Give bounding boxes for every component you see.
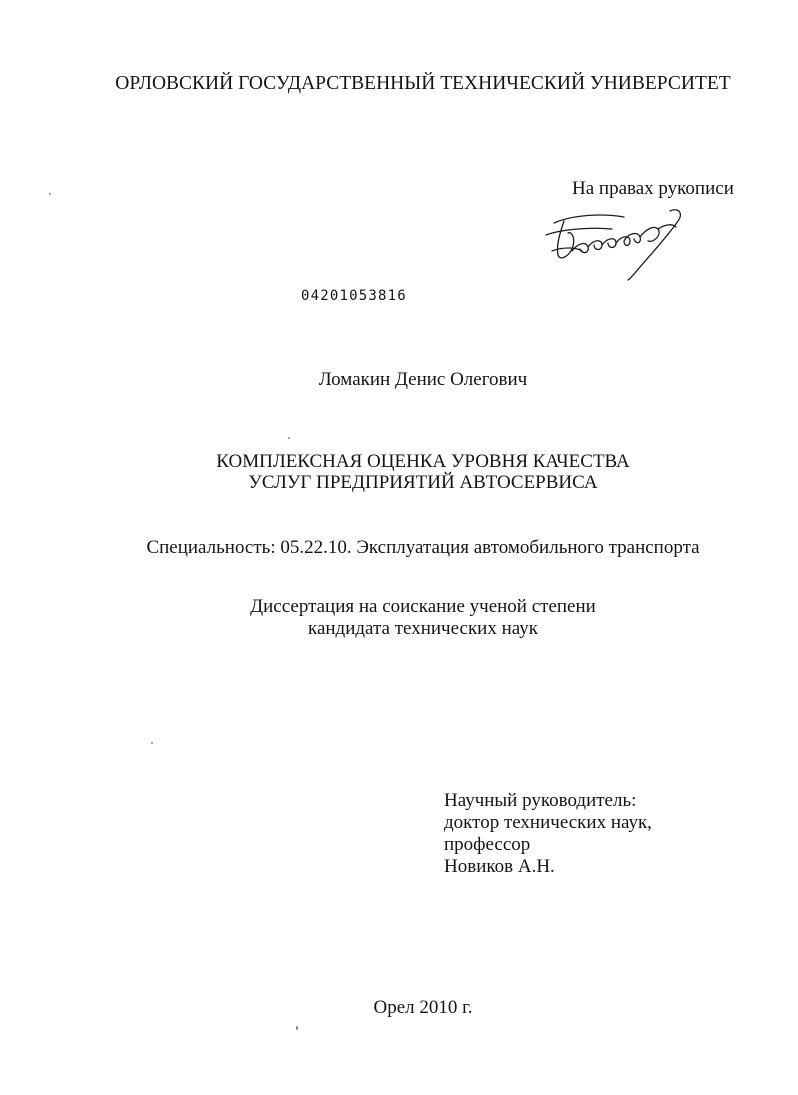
supervisor-degree: доктор технических наук, [444,812,652,833]
author-name: Ломакин Денис Олегович [318,369,528,390]
manuscript-note: На правах рукописи [572,178,734,199]
scan-speck [49,193,51,195]
degree-line-1: Диссертация на соискание ученой степени [250,596,596,617]
scan-speck [296,1026,298,1030]
supervisor-rank: профессор [444,834,531,855]
author-signature [542,207,692,283]
supervisor-block [444,790,652,878]
supervisor-name: Новиков А.Н. [444,856,555,877]
thesis-title-line-1: КОМПЛЕКСНАЯ ОЦЕНКА УРОВНЯ КАЧЕСТВА [216,451,630,472]
city-year: Орел 2010 г. [373,997,473,1018]
library-stamp-number: 04201053816 [301,288,407,304]
degree-line-2: кандидата технических наук [308,618,538,639]
scan-speck [288,437,290,439]
specialty: Специальность: 05.22.10. Эксплуатация автомобильного транспорта [146,537,700,558]
thesis-title-line-2: УСЛУГ ПРЕДПРИЯТИЙ АВТОСЕРВИСА [248,472,598,493]
institution-name: ОРЛОВСКИЙ ГОСУДАРСТВЕННЫЙ ТЕХНИЧЕСКИЙ УНИВЕРСИТЕТ [115,73,731,94]
supervisor-role: Научный руководитель: [444,790,637,811]
scan-speck [151,742,153,744]
